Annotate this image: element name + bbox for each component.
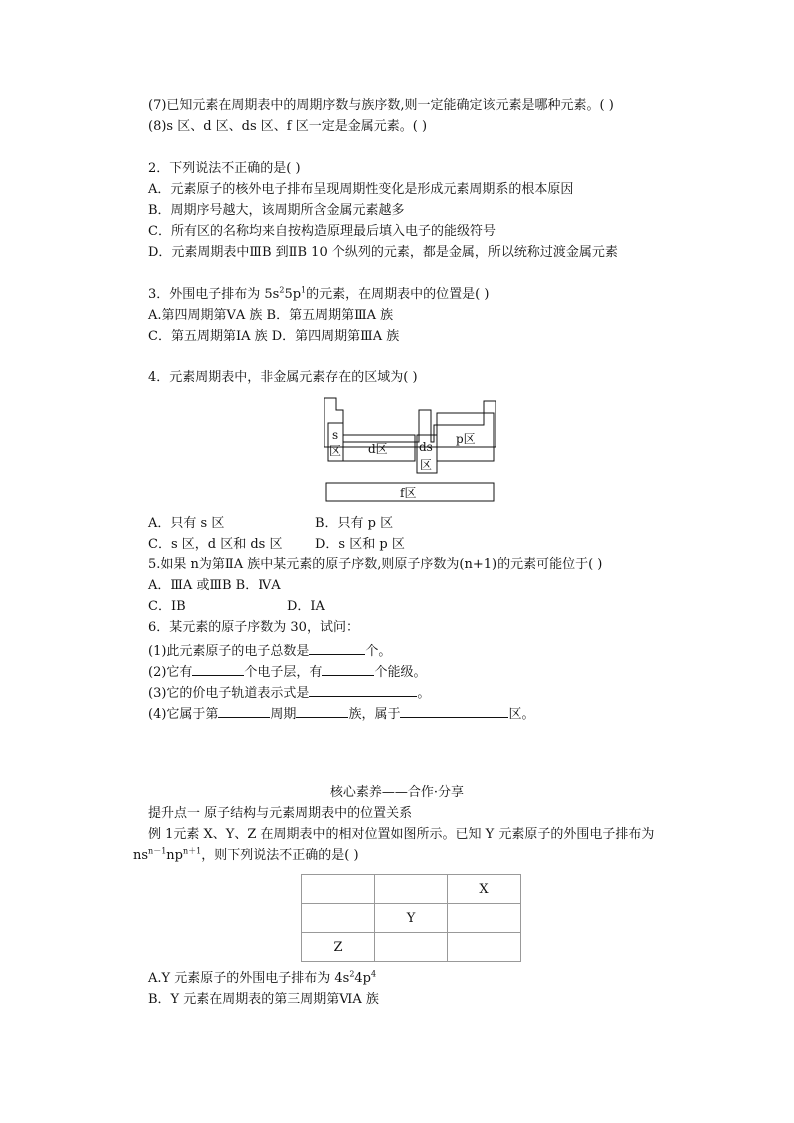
- grid-cell: X: [448, 875, 521, 904]
- section-title: 核心素养——合作·分享: [329, 785, 465, 800]
- ds-label-bottom: 区: [420, 458, 433, 472]
- grid-cell: [302, 904, 375, 933]
- q3-stem: 3．外围电子排布为 $5s^25p^1$的元素，在周期表中的位置是( ): [148, 285, 490, 302]
- example1-option-a: A.Y 元素原子的外围电子排布为 $4s^24p^4$: [148, 969, 377, 986]
- grid-cell: Z: [302, 933, 375, 962]
- q3-options-cd: C．第五周期第ⅠA 族 D．第四周期第ⅢA 族: [148, 329, 400, 344]
- grid-cell: [375, 875, 448, 904]
- q2-option-c: C．所有区的名称均来自按构造原理最后填入电子的能级符号: [148, 224, 496, 239]
- q5-option-c: C．ⅠB: [148, 599, 186, 614]
- example1-option-b: B．Y 元素在周期表的第三周期第ⅥA 族: [148, 992, 379, 1007]
- q6-part-2: (2)它有 个电子层，有 个能级。: [148, 661, 426, 682]
- grid-cell: [448, 933, 521, 962]
- q1-item-7: (7)已知元素在周期表中的周期序数与族序数,则一定能确定该元素是哪种元素。( ): [148, 98, 614, 113]
- q6-part-4: (4)它属于第 周期 族，属于 区。: [148, 703, 534, 724]
- grid-cell: [302, 875, 375, 904]
- q2-stem: 2．下列说法不正确的是( ): [148, 161, 301, 176]
- q5-stem: 5.如果 n为第ⅡA 族中某元素的原子序数,则原子序数为(n+1)的元素可能位于( ): [148, 557, 603, 572]
- grid-row: [302, 933, 521, 962]
- q4-option-b: B．只有 p 区: [315, 516, 394, 531]
- s-label-top: s: [332, 428, 339, 442]
- grid-cell: [375, 933, 448, 962]
- q4-option-a: A．只有 s 区: [148, 516, 225, 531]
- q1-item-8: (8)s 区、d 区、ds 区、f 区一定是金属元素。( ): [148, 119, 428, 134]
- grid-cell: [448, 904, 521, 933]
- q6-stem: 6．某元素的原子序数为 30，试问：: [148, 620, 359, 635]
- answer-blank[interactable]: [309, 640, 365, 655]
- ds-label-top: ds: [419, 440, 433, 454]
- q6-part-3: (3)它的价电子轨道表示式是 。: [148, 682, 430, 703]
- q5-options-ab: A．ⅢA 或ⅢB B．ⅣA: [148, 578, 281, 593]
- q6-part-1: (1)此元素原子的电子总数是 个。: [148, 640, 391, 661]
- q2-option-d: D．元素周期表中ⅢB 到ⅡB 10 个纵列的元素，都是金属，所以统称过渡金属元素: [148, 245, 618, 260]
- answer-blank[interactable]: [218, 703, 270, 718]
- periodic-table-diagram: [324, 395, 496, 505]
- position-grid: [301, 874, 521, 962]
- answer-blank[interactable]: [322, 661, 374, 676]
- grid-row: [302, 904, 521, 933]
- q5-option-d: D．ⅠA: [287, 599, 325, 614]
- p-label: p区: [456, 432, 476, 446]
- q4-option-c: C．s 区，d 区和 ds 区: [148, 537, 283, 552]
- section-point: 提升点一 原子结构与元素周期表中的位置关系: [148, 806, 413, 821]
- q4-option-d: D．s 区和 p 区: [315, 537, 405, 552]
- q2-option-a: A．元素原子的核外电子排布呈现周期性变化是形成元素周期系的根本原因: [148, 182, 574, 197]
- grid-row: [302, 875, 521, 904]
- answer-blank[interactable]: [192, 661, 244, 676]
- grid-cell: Y: [375, 904, 448, 933]
- answer-blank[interactable]: [400, 703, 508, 718]
- example1-line2: $ns^{n-1}np^{n+1}$，则下列说法不正确的是( ): [133, 846, 359, 863]
- d-label: d区: [368, 442, 388, 456]
- s-label-bottom: 区: [329, 444, 342, 458]
- example1-line1: 例 1元素 X、Y、Z 在周期表中的相对位置如图所示。已知 Y 元素原子的外围电子排布为: [148, 827, 655, 842]
- q4-stem: 4．元素周期表中，非金属元素存在的区域为( ): [148, 370, 418, 385]
- answer-blank[interactable]: [296, 703, 348, 718]
- q3-options-ab: A.第四周期第ⅤA 族 B．第五周期第ⅢA 族: [148, 308, 394, 323]
- answer-blank[interactable]: [309, 682, 417, 697]
- f-label: f区: [400, 486, 417, 500]
- q2-option-b: B．周期序号越大，该周期所含金属元素越多: [148, 203, 405, 218]
